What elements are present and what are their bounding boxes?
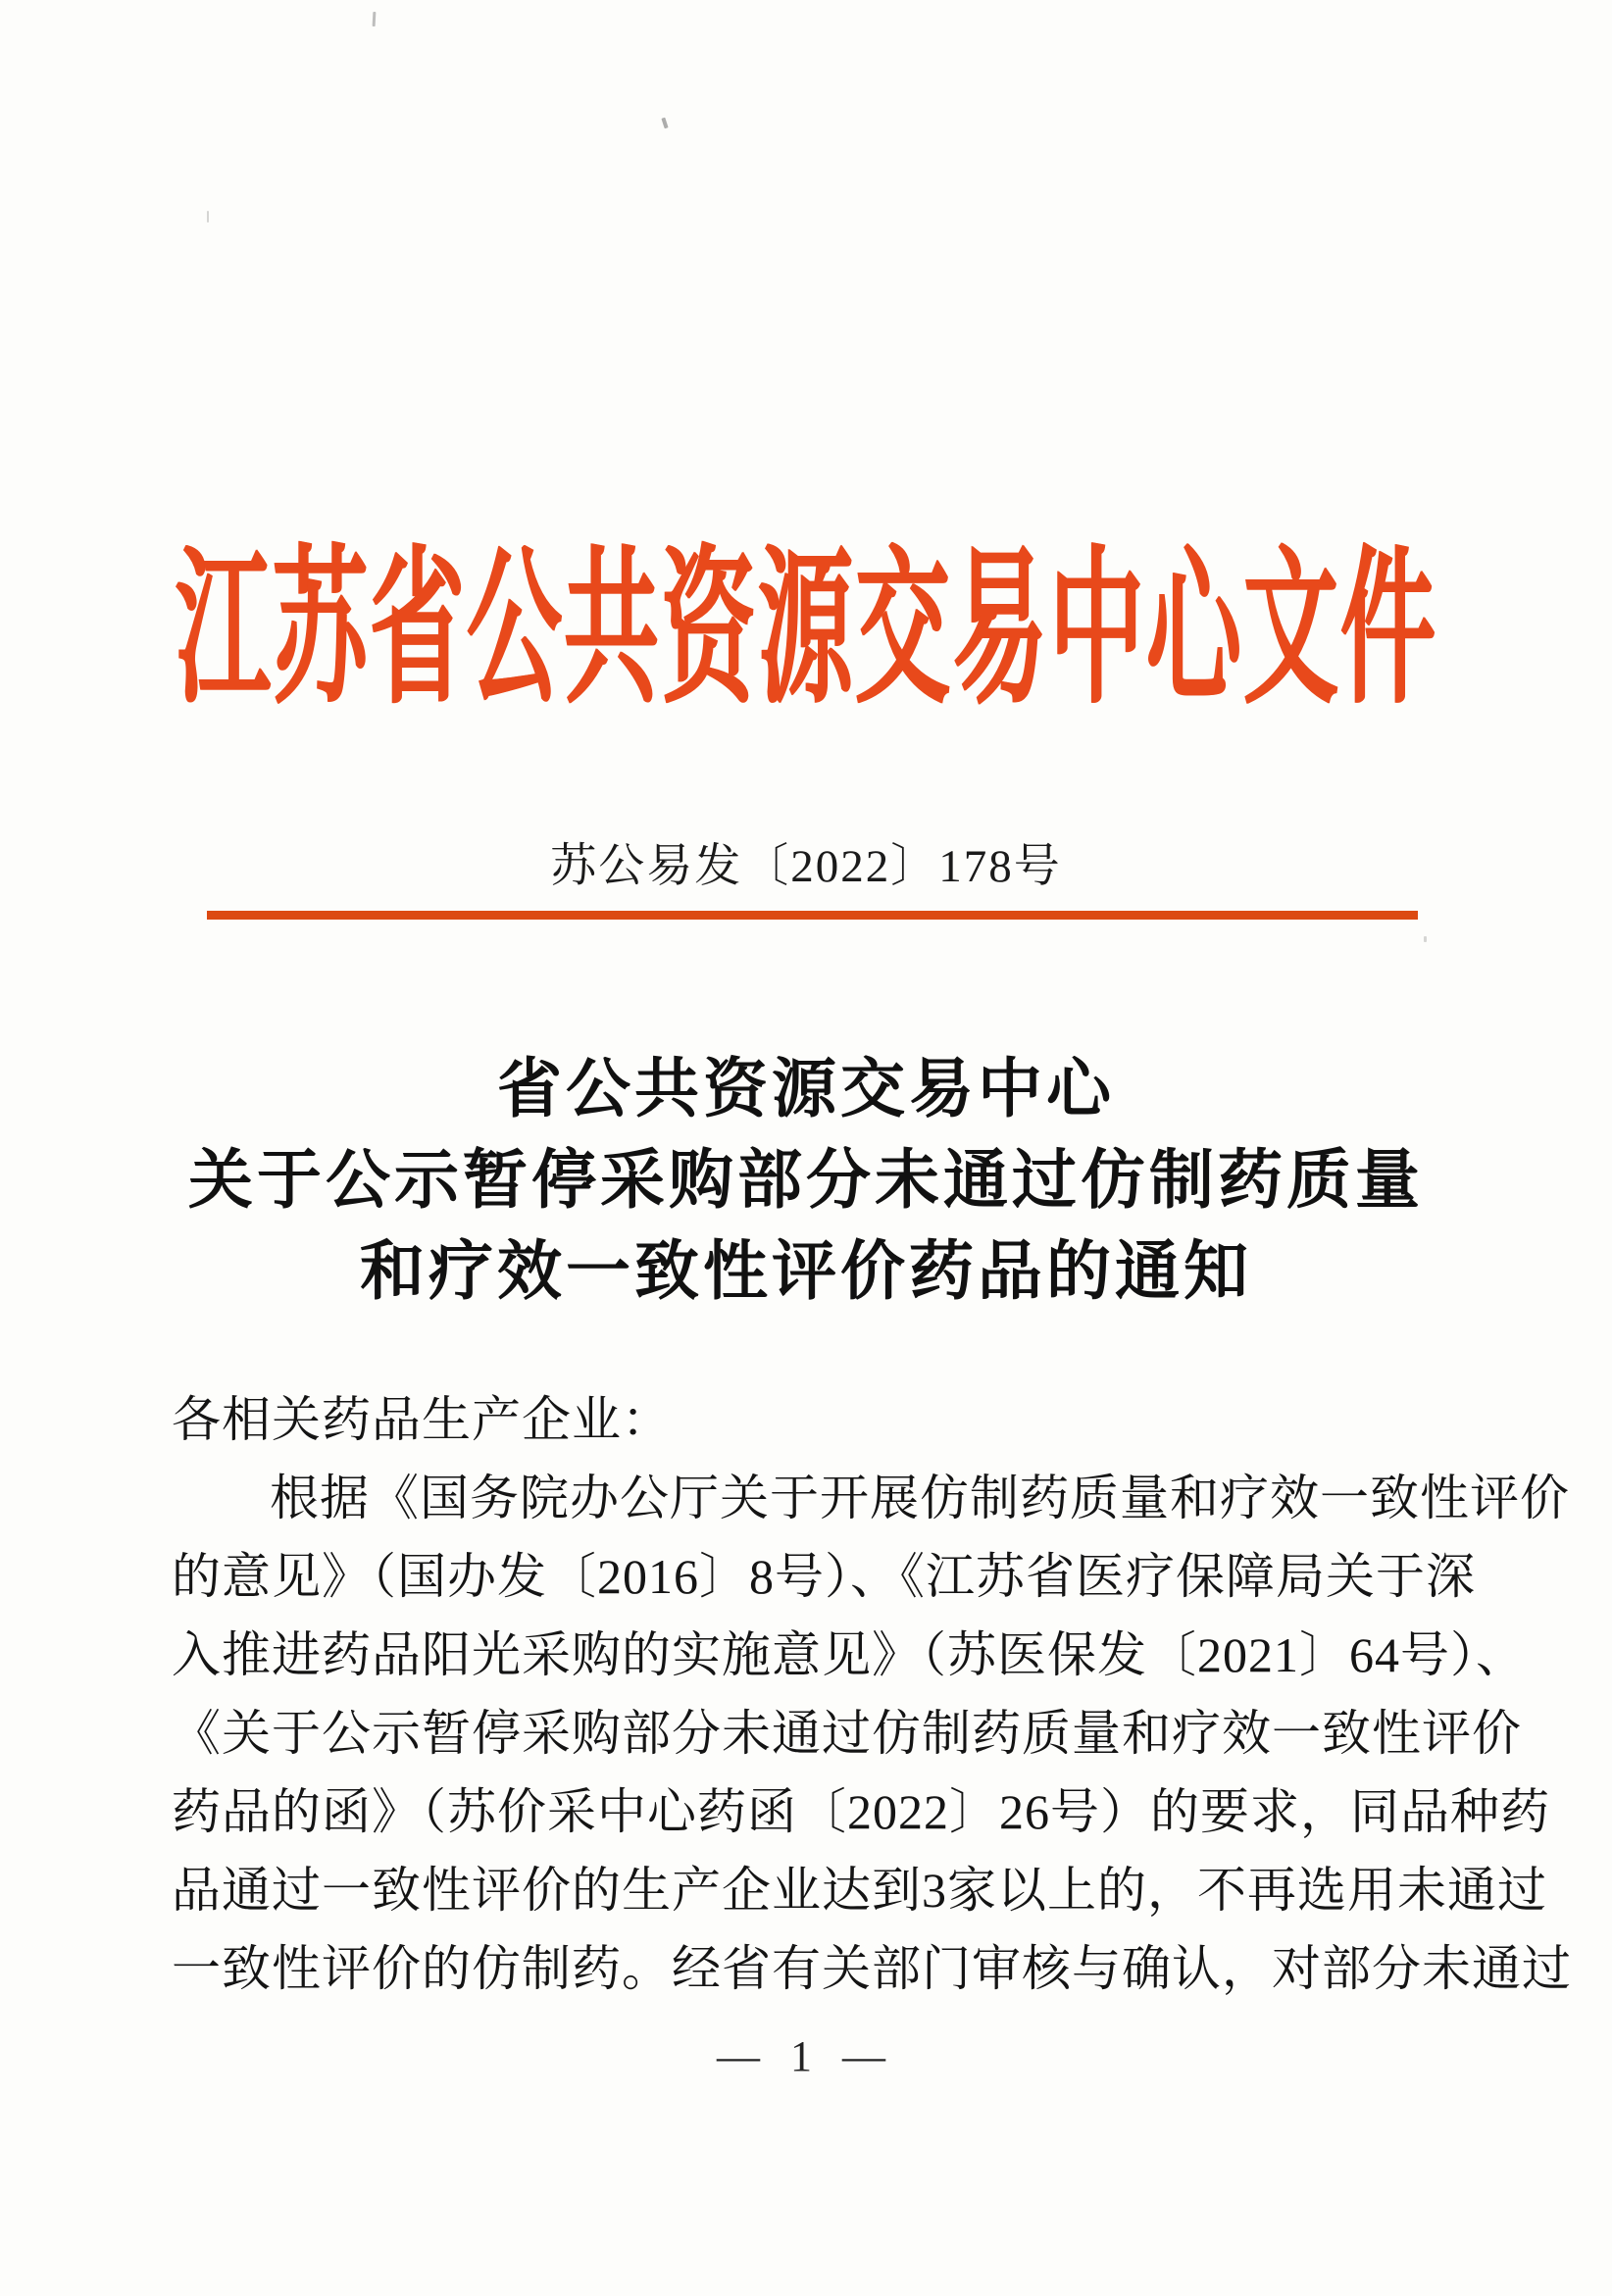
body-text-line: 《关于公示暂停采购部分未通过仿制药质量和疗效一致性评价 bbox=[172, 1706, 1522, 1761]
red-divider-rule bbox=[207, 911, 1418, 920]
document-body bbox=[172, 1380, 1572, 2008]
body-text-line: 一致性评价的仿制药。经省有关部门审核与确认，对部分未通过 bbox=[172, 1941, 1572, 1996]
document-reference-number: 苏公易发〔2022〕178号 bbox=[550, 841, 1062, 892]
body-text-line: 入推进药品阳光采购的实施意见》（苏医保发〔2021〕64号）、 bbox=[172, 1627, 1526, 1682]
issuing-authority-banner-text: 江苏省公共资源交易中心文件 bbox=[175, 536, 1437, 724]
body-text-line: 的意见》（国办发〔2016〕8号）、《江苏省医疗保障局关于深 bbox=[172, 1549, 1476, 1604]
document-title bbox=[0, 1043, 1612, 1317]
document-title-line-2: 关于公示暂停采购部分未通过仿制药质量 bbox=[188, 1142, 1424, 1218]
document-title-line-3: 和疗效一致性评价药品的通知 bbox=[360, 1233, 1252, 1309]
scan-artifact bbox=[1424, 936, 1427, 942]
scan-artifact bbox=[661, 118, 668, 129]
document-title-line-1: 省公共资源交易中心 bbox=[497, 1051, 1115, 1126]
scan-artifact bbox=[373, 12, 377, 26]
body-text-line: 药品的函》（苏价采中心药函〔2022〕26号）的要求，同品种药 bbox=[172, 1784, 1550, 1839]
scan-artifact bbox=[207, 211, 209, 223]
salutation-line: 各相关药品生产企业： bbox=[172, 1392, 672, 1447]
body-text-line: 根据《国务院办公厅关于开展仿制药质量和疗效一致性评价 bbox=[270, 1471, 1570, 1525]
page-number-footer: — 1 — bbox=[717, 2032, 895, 2080]
body-text-line: 品通过一致性评价的生产企业达到3家以上的，不再选用未通过 bbox=[172, 1863, 1547, 1918]
red-header-banner bbox=[0, 518, 1612, 724]
